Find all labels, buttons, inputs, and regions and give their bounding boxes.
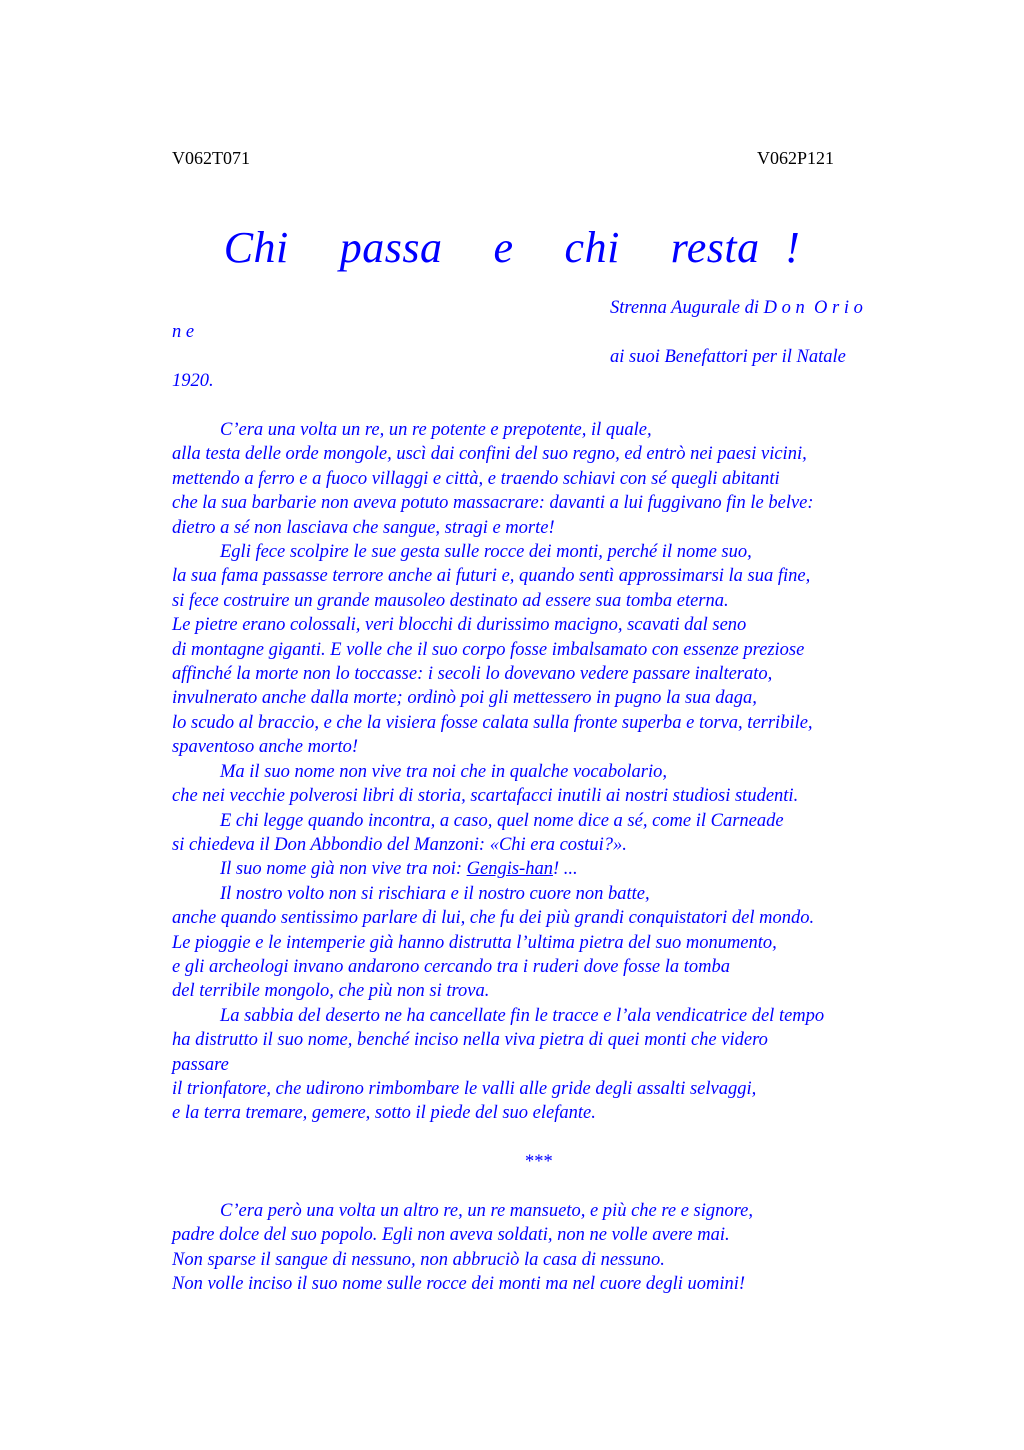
document-code-left: V062T071 bbox=[172, 148, 250, 168]
body-line: ha distrutto il suo nome, benché inciso nella viva pietra di quei monti che videro bbox=[172, 1030, 768, 1051]
body-line: Il nostro volto non si rischiara e il nostro cuore non batte, bbox=[220, 883, 650, 904]
body-line: Egli fece scolpire le sue gesta sulle rocce dei monti, perché il nome suo, bbox=[220, 542, 752, 563]
body-line: E chi legge quando incontra, a caso, quel nome dice a sé, come il Carneade bbox=[220, 810, 784, 831]
body-line: C’era una volta un re, un re potente e prepotente, il quale, bbox=[220, 420, 652, 440]
dedication-line-2-wrap: 1920. bbox=[172, 371, 214, 391]
body-line: Non volle inciso il suo nome sulle rocce dei monti ma nel cuore degli uomini! bbox=[172, 1274, 746, 1295]
body-line: lo scudo al braccio, e che la visiera fosse calata sulla fronte superba e torva, terribile, bbox=[172, 712, 813, 733]
section-separator: *** bbox=[524, 1152, 552, 1173]
body-line: del terribile mongolo, che più non si trova. bbox=[172, 981, 490, 1002]
body-line: si chiedeva il Don Abbondio del Manzoni: «Chi era costui?». bbox=[172, 834, 627, 855]
body-line bbox=[172, 857, 932, 881]
gengis-line-after: ! ... bbox=[552, 859, 578, 880]
body-line: la sua fama passasse terrore anche ai futuri e, quando sentì approssimarsi la sua fine, bbox=[172, 566, 811, 587]
document-code-right: V062P121 bbox=[757, 148, 835, 168]
body-line: Le pioggie e le intemperie già hanno distrutta l’ultima pietra del suo monumento, bbox=[172, 932, 777, 953]
body-line: affinché la morte non lo toccasse: i secoli lo dovevano vedere passare inalterato, bbox=[172, 664, 773, 685]
body-line: di montagne giganti. E volle che il suo corpo fosse imbalsamato con essenze preziose bbox=[172, 639, 805, 660]
gengis-line-before: Il suo nome già non vive tra noi: bbox=[220, 859, 467, 880]
body-line: La sabbia del deserto ne ha cancellate fin le tracce e l’ala vendicatrice del tempo bbox=[220, 1005, 825, 1026]
body-line: Le pietre erano colossali, veri blocchi di durissimo macigno, scavati dal seno bbox=[172, 615, 747, 636]
body-line: Non sparse il sangue di nessuno, non abbruciò la casa di nessuno. bbox=[172, 1249, 665, 1270]
dedication-line-1: Strenna Augurale di D o n O r i o bbox=[610, 298, 863, 318]
spacer bbox=[172, 1175, 932, 1199]
body-line: il trionfatore, che udirono rimbombare le valli alle gride degli assalti selvaggi, bbox=[172, 1078, 757, 1099]
page-title: Chi passa e chi resta ! bbox=[223, 223, 801, 272]
body-line: padre dolce del suo popolo. Egli non aveva soldati, non ne volle avere mai. bbox=[172, 1225, 730, 1246]
dedication-line-1-wrap: n e bbox=[172, 322, 195, 342]
body-line: dietro a sé non lasciava che sangue, stragi e morte! bbox=[172, 517, 555, 538]
body-line: che nei vecchie polverosi libri di storia, scartafacci inutili ai nostri studiosi studenti. bbox=[172, 786, 799, 807]
body-line: spaventoso anche morto! bbox=[172, 737, 358, 758]
body-line: anche quando sentissimo parlare di lui, che fu dei più grandi conquistatori del mondo. bbox=[172, 908, 815, 929]
body-line: C’era però una volta un altro re, un re mansueto, e più che re e signore, bbox=[220, 1200, 753, 1221]
body-text bbox=[172, 418, 932, 1297]
body-line: e la terra tremare, gemere, sotto il piede del suo elefante. bbox=[172, 1103, 596, 1124]
body-line: e gli archeologi invano andarono cercando tra i ruderi dove fosse la tomba bbox=[172, 956, 731, 977]
spacer bbox=[172, 1126, 932, 1150]
body-line: mettendo a ferro e a fuoco villaggi e città, e traendo schiavi con sé quegli abitanti bbox=[172, 468, 780, 489]
body-line: Ma il suo nome non vive tra noi che in qualche vocabolario, bbox=[220, 761, 667, 782]
body-line: invulnerato anche dalla morte; ordinò poi gli mettessero in pugno la sua daga, bbox=[172, 688, 757, 709]
body-line: passare bbox=[172, 1054, 229, 1075]
gengis-han-link[interactable]: Gengis-han bbox=[466, 859, 553, 880]
dedication-line-2: ai suoi Benefattori per il Natale bbox=[610, 347, 846, 367]
body-line: che la sua barbarie non aveva potuto massacrare: davanti a lui fuggivano fin le belve: bbox=[172, 493, 814, 514]
body-line: alla testa delle orde mongole, uscì dai confini del suo regno, ed entrò nei paesi vicini, bbox=[172, 444, 807, 465]
body-line: si fece costruire un grande mausoleo destinato ad essere sua tomba eterna. bbox=[172, 590, 729, 611]
